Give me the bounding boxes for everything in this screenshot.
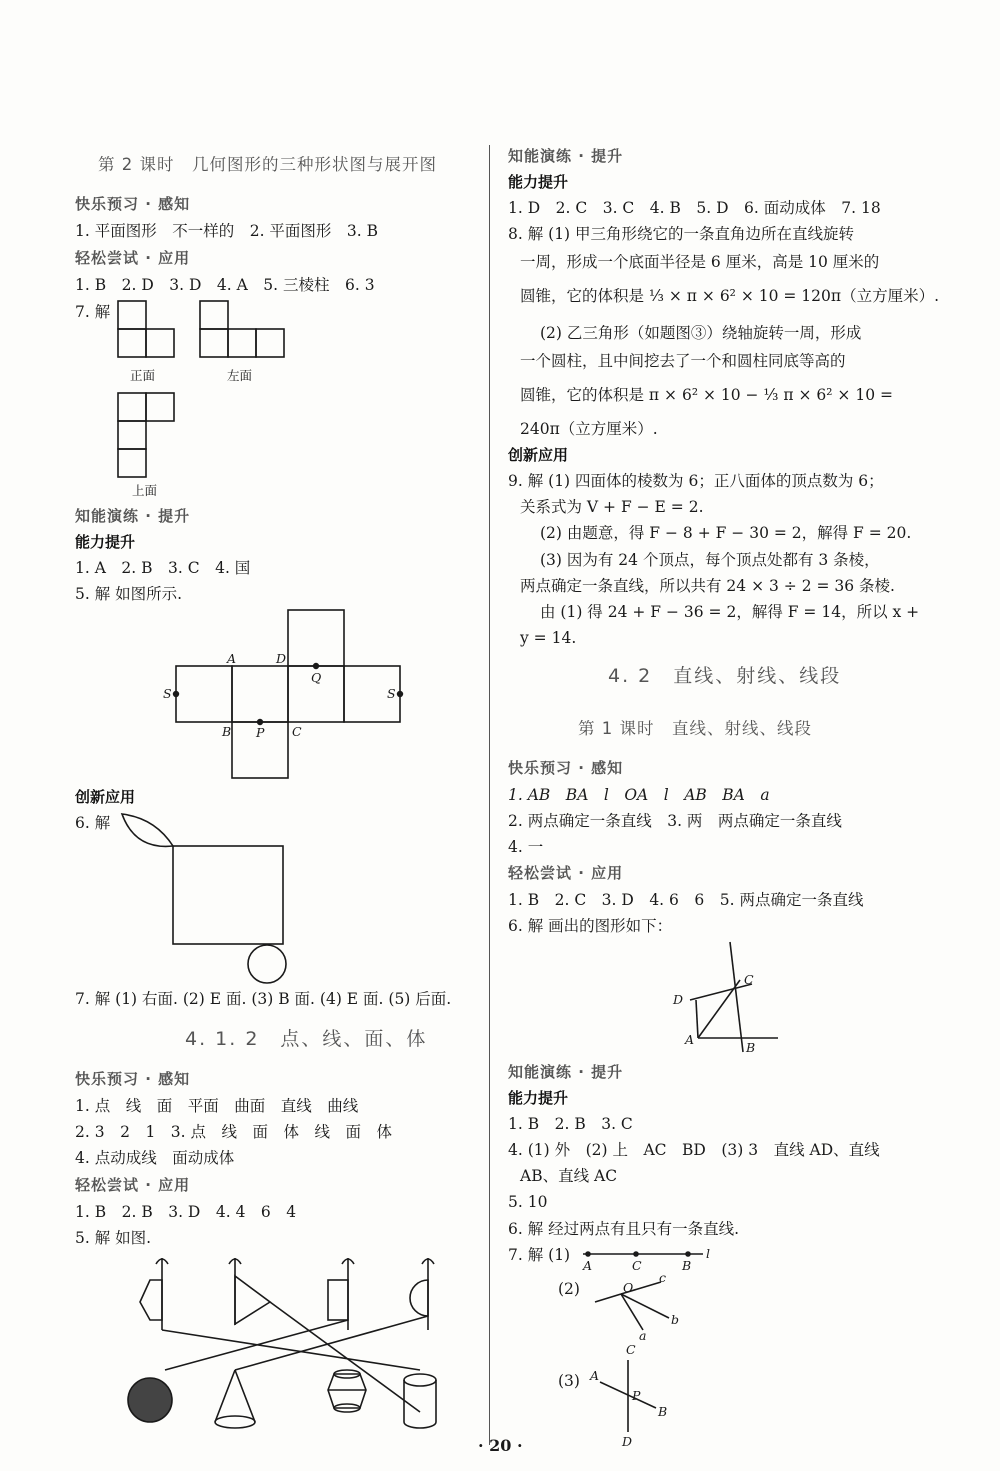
q6-net-figure bbox=[115, 810, 355, 990]
fig7-3-tag: (3) bbox=[558, 1372, 580, 1390]
fig6-label-B: B bbox=[746, 1040, 756, 1055]
section-head-practice: 知能演练 · 提升 bbox=[508, 1063, 624, 1081]
question-7-label: 7. 解 bbox=[75, 303, 111, 321]
answer-line: 1. B 2. B 3. C bbox=[508, 1115, 633, 1133]
view-label-top: 上面 bbox=[132, 483, 158, 498]
fig7-c: c bbox=[659, 1270, 667, 1285]
question-8-line: 圆锥，它的体积是 ⅓ × π × 6² × 10 = 120π（立方厘米）. bbox=[520, 287, 940, 305]
section-head-practice: 知能演练 · 提升 bbox=[75, 507, 191, 525]
answer-line: 1. AB BA l OA l AB BA a bbox=[508, 786, 770, 804]
section-head-preview: 快乐预习 · 感知 bbox=[75, 195, 191, 213]
question-9-line: 两点确定一条直线，所以共有 24 × 3 ÷ 2 = 36 条棱. bbox=[520, 577, 895, 595]
question-9-line: (2) 由题意，得 F − 8 + F − 30 = 2，解得 F = 20. bbox=[540, 524, 912, 542]
answer-line: 6. 解 经过两点有且只有一条直线. bbox=[508, 1220, 740, 1238]
section-head-try: 轻松尝试 · 应用 bbox=[75, 1176, 191, 1194]
fig7-3-P: P bbox=[632, 1388, 641, 1403]
net-label-A: A bbox=[227, 651, 237, 666]
fig7-O: O bbox=[623, 1280, 634, 1295]
question-8-line: 一个圆柱，且中间挖去了一个和圆柱同底等高的 bbox=[520, 352, 846, 370]
fig7-l: l bbox=[706, 1246, 710, 1261]
section-head-preview: 快乐预习 · 感知 bbox=[508, 759, 624, 777]
fig7-a: a bbox=[639, 1328, 647, 1343]
fig7-3-A: A bbox=[590, 1368, 600, 1383]
fig6-label-A: A bbox=[685, 1032, 695, 1047]
fig7-3-D: D bbox=[622, 1434, 633, 1449]
question-5b-label: 5. 解 如图. bbox=[75, 1229, 152, 1247]
net-label-D: D bbox=[276, 651, 287, 666]
section-head-try: 轻松尝试 · 应用 bbox=[75, 249, 191, 267]
answer-line: 4. 点动成线 面动成体 bbox=[75, 1149, 235, 1167]
fig7-line bbox=[578, 1242, 718, 1272]
fig7-2-tag: (2) bbox=[558, 1280, 580, 1298]
fig7-3-C: C bbox=[626, 1342, 636, 1357]
question-9-line: (3) 因为有 24 个顶点，每个顶点处都有 3 条棱， bbox=[540, 551, 880, 569]
section-title-4-1-2: 4. 1. 2 点、线、面、体 bbox=[185, 1028, 428, 1050]
question-5-label: 5. 解 如图所示. bbox=[75, 585, 183, 603]
question-8-line: (2) 乙三角形（如题图③）绕轴旋转一周，形成 bbox=[540, 324, 862, 342]
subsection-ability: 能力提升 bbox=[75, 533, 136, 551]
question-8-line: 8. 解 (1) 甲三角形绕它的一条直角边所在直线旋转 bbox=[508, 225, 855, 243]
answer-line: 1. D 2. C 3. C 4. B 5. D 6. 面动成体 7. 18 bbox=[508, 199, 881, 217]
answer-line: 1. B 2. D 3. D 4. A 5. 三棱柱 6. 3 bbox=[75, 276, 375, 294]
fig7-B: B bbox=[682, 1258, 692, 1273]
rotation-matching-figure bbox=[120, 1250, 500, 1450]
answer-line: 1. A 2. B 3. C 4. 国 bbox=[75, 559, 251, 577]
net-label-Q: Q bbox=[311, 670, 322, 685]
question-7-label: 7. 解 (1) bbox=[508, 1246, 571, 1264]
net-label-S-left: S bbox=[163, 686, 172, 701]
question-8-line: 圆锥，它的体积是 π × 6² × 10 − ⅓ π × 6² × 10 = bbox=[520, 386, 893, 404]
question-9-line: 由 (1) 得 24 + F − 36 = 2，解得 F = 14，所以 x + bbox=[540, 603, 920, 621]
fig7-intersect bbox=[588, 1342, 688, 1452]
question-9-line: 关系式为 V + F − E = 2. bbox=[520, 498, 704, 516]
question-6-label: 6. 解 bbox=[75, 814, 111, 832]
net-label-B: B bbox=[222, 724, 232, 739]
question-7-answer: 7. 解 (1) 右面. (2) E 面. (3) B 面. (4) E 面. (5) 后面. bbox=[75, 990, 452, 1008]
question-6-label: 6. 解 画出的图形如下： bbox=[508, 917, 673, 935]
three-views-figure bbox=[115, 298, 335, 498]
fig6-label-D: D bbox=[673, 992, 684, 1007]
fig7-b: b bbox=[671, 1312, 680, 1327]
lesson-title: 第 2 课时 几何图形的三种形状图与展开图 bbox=[98, 155, 437, 174]
fig7-A: A bbox=[583, 1258, 593, 1273]
answer-line: 4. (1) 外 (2) 上 AC BD (3) 3 直线 AD、直线 bbox=[508, 1141, 880, 1159]
subsection-ability: 能力提升 bbox=[508, 1089, 569, 1107]
subsection-innovation: 创新应用 bbox=[75, 788, 136, 806]
subsection-innovation: 创新应用 bbox=[508, 446, 569, 464]
answer-line: 4. 一 bbox=[508, 838, 544, 856]
cube-net-figure bbox=[165, 600, 505, 790]
net-label-P: P bbox=[256, 725, 265, 740]
lesson-title: 第 1 课时 直线、射线、线段 bbox=[578, 719, 812, 738]
fig6-label-C: C bbox=[744, 972, 754, 987]
answer-line: AB、直线 AC bbox=[520, 1167, 618, 1185]
section-title-4-2: 4. 2 直线、射线、线段 bbox=[608, 665, 842, 687]
answer-line: 1. 点 线 面 平面 曲面 直线 曲线 bbox=[75, 1097, 359, 1115]
fig7-C: C bbox=[632, 1258, 642, 1273]
net-label-C: C bbox=[292, 724, 302, 739]
answer-line: 1. B 2. C 3. D 4. 6 6 5. 两点确定一条直线 bbox=[508, 891, 864, 909]
subsection-ability: 能力提升 bbox=[508, 173, 569, 191]
question-9-line: 9. 解 (1) 四面体的棱数为 6；正八面体的顶点数为 6； bbox=[508, 472, 884, 490]
section-head-try: 轻松尝试 · 应用 bbox=[508, 864, 624, 882]
page-number: · 20 · bbox=[478, 1436, 523, 1455]
view-label-left: 左面 bbox=[227, 368, 253, 383]
question-8-line: 一周，形成一个底面半径是 6 厘米，高是 10 厘米的 bbox=[520, 253, 880, 271]
answer-line: 2. 3 2 1 3. 点 线 面 体 线 面 体 bbox=[75, 1123, 393, 1141]
fig7-3-B: B bbox=[658, 1404, 668, 1419]
view-label-front: 正面 bbox=[130, 368, 156, 383]
question-9-line: y = 14. bbox=[520, 629, 577, 647]
fig7-rays bbox=[593, 1272, 693, 1342]
section-head-practice: 知能演练 · 提升 bbox=[508, 147, 624, 165]
answer-line: 5. 10 bbox=[508, 1193, 548, 1211]
section-head-preview: 快乐预习 · 感知 bbox=[75, 1070, 191, 1088]
answer-line: 1. 平面图形 不一样的 2. 平面图形 3. B bbox=[75, 222, 379, 240]
answer-line: 1. B 2. B 3. D 4. 4 6 4 bbox=[75, 1203, 297, 1221]
line-drawing-figure bbox=[668, 940, 808, 1060]
net-label-S-right: S bbox=[387, 686, 396, 701]
answer-line: 2. 两点确定一条直线 3. 两 两点确定一条直线 bbox=[508, 812, 842, 830]
question-8-line: 240π（立方厘米）. bbox=[520, 420, 658, 438]
